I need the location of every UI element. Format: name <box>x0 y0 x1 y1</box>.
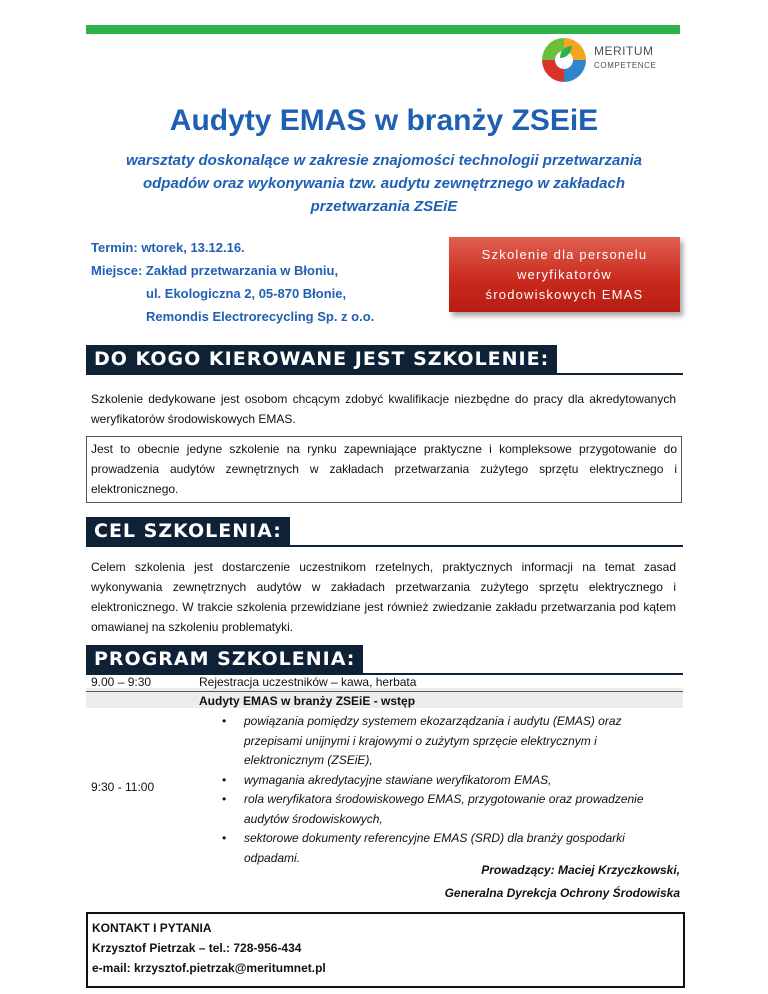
program-time: 9.00 – 9:30 <box>91 675 152 689</box>
list-item: • rola weryfikatora środowiskowego EMAS, przygotowanie oraz prowadzenie audytów środowiskowych, <box>230 790 690 829</box>
section-divider <box>86 373 683 375</box>
meritum-logo-icon <box>538 34 590 86</box>
logo-subtitle: COMPETENCE <box>594 61 657 70</box>
meritum-logo <box>538 34 688 84</box>
top-accent-bar <box>86 25 680 34</box>
contact-title: KONTAKT I PYTANIA <box>92 921 212 935</box>
audience-badge <box>449 237 680 312</box>
badge-line: weryfikatorów <box>516 266 613 282</box>
page-title: Audyty EMAS w branży ZSEiE <box>169 104 599 137</box>
section-heading-program: PROGRAM SZKOLENIA: <box>86 645 363 673</box>
section-heading-audience: DO KOGO KIEROWANE JEST SZKOLENIE: <box>86 345 557 373</box>
list-item: • sektorowe dokumenty referencyjne EMAS (SRD) dla branży gospodarki odpadami. <box>230 829 684 868</box>
subtitle <box>100 149 668 218</box>
list-item: • wymagania akredytacyjne stawiane weryfikatorom EMAS, <box>230 771 690 791</box>
badge-line: Szkolenie dla personelu <box>481 246 648 262</box>
subtitle-line: przetwarzania ZSEiE <box>310 198 458 215</box>
contact-email[interactable]: e-mail: krzysztof.pietrzak@meritumnet.pl <box>92 961 326 975</box>
table-row-divider <box>86 691 683 692</box>
contact-box <box>86 912 685 988</box>
program-topics <box>230 712 690 868</box>
program-item-title: Audyty EMAS w branży ZSEiE - wstęp <box>199 694 416 708</box>
goal-text: Celem szkolenia jest dostarczenie uczestnikom rzetelnych, praktycznych informacji na temat zasad wykonywania zewnętrznych audytów w zakładach przetwarzania zużytego sprzętu elektrycznego i elektronicznego. W trakcie szkolenia przewidziane jest również zwiedzanie zakładu przetwarzania pod kątem omawianej na szkoleniu problematyki. <box>91 560 676 634</box>
list-item: • powiązania pomiędzy systemem ekozarządzania i audytu (EMAS) oraz przepisami unijnymi i krajowymi o zużytym sprzęcie elektrycznym i elektronicznym (ZSEiE), <box>230 712 644 771</box>
logo-name: MERITUM <box>594 44 654 58</box>
section-divider <box>86 545 683 547</box>
event-place: Miejsce: Zakład przetwarzania w Błoniu, <box>91 263 339 278</box>
section-heading-goal: CEL SZKOLENIA: <box>86 517 290 545</box>
highlight-box: Jest to obecnie jedyne szkolenie na rynku zapewniające praktyczne i kompleksowe przygotowanie do prowadzenia audytów zewnętrznych w zakładach przetwarzania zużytego sprzętu elektrycznego i elektronicznego. <box>86 436 682 503</box>
presenter-name: Prowadzący: Maciej Krzyczkowski, <box>481 863 680 877</box>
subtitle-line: odpadów oraz wykonywania tzw. audytu zewnętrznego w zakładach <box>142 175 626 192</box>
event-details <box>91 236 374 328</box>
presenter-org: Generalna Dyrekcja Ochrony Środowiska <box>444 886 680 900</box>
event-company: Remondis Electrorecycling Sp. z o.o. <box>146 309 375 324</box>
audience-text: Szkolenie dedykowane jest osobom chcącym zdobyć kwalifikacje niezbędne do pracy dla akredytowanych weryfikatorów środowiskowych EMAS. <box>91 392 676 426</box>
badge-line: środowiskowych EMAS <box>485 286 644 302</box>
event-date: Termin: wtorek, 13.12.16. <box>91 240 245 255</box>
presenter <box>445 859 680 905</box>
contact-person: Krzysztof Pietrzak – tel.: 728-956-434 <box>92 941 302 955</box>
program-item: Rejestracja uczestników – kawa, herbata <box>199 675 417 689</box>
event-address-line: ul. Ekologiczna 2, 05-870 Błonie, <box>146 286 347 301</box>
subtitle-line: warsztaty doskonalące w zakresie znajomości technologii przetwarzania <box>125 152 642 169</box>
program-time: 9:30 - 11:00 <box>91 780 155 794</box>
